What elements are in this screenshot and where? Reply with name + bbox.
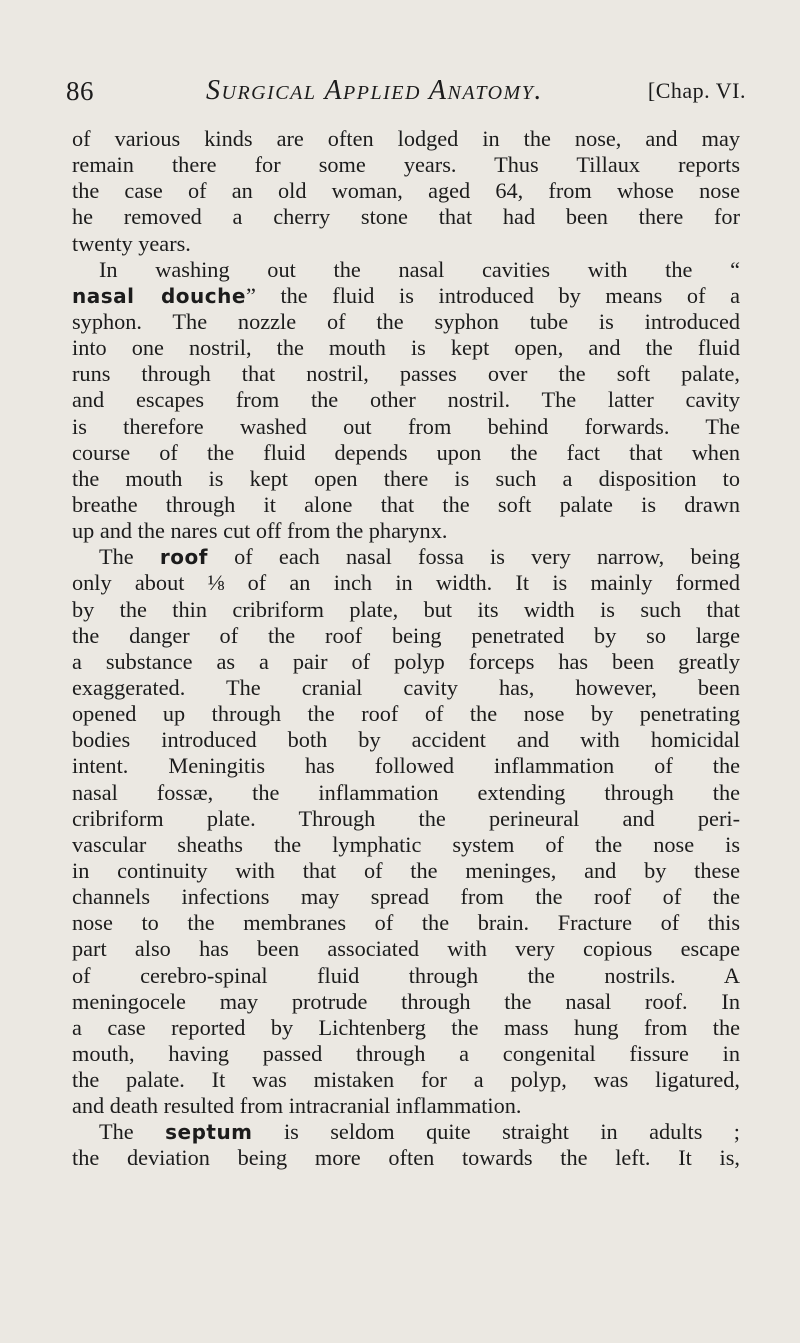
text-segment: of each nasal fossa is very narrow, being [207, 544, 740, 570]
text-line: cribriform plate. Through the perineural and peri- [72, 805, 740, 831]
body-text [72, 126, 740, 1172]
text-line: a substance as a pair of polyp forceps has been greatly [72, 648, 740, 674]
text-line: into one nostril, the mouth is kept open, and the fluid [72, 335, 740, 361]
text-line: breathe through it alone that the soft palate is drawn [72, 491, 740, 517]
text-line: only about ⅛ of an inch in width. It is mainly formed [72, 570, 740, 596]
text-line: meningocele may protrude through the nasal roof. In [72, 988, 740, 1014]
chapter-label: [Chap. VI. [647, 78, 746, 103]
text-segment: is seldom quite straight in adults ; [252, 1119, 740, 1145]
text-line: nasal fossæ, the inflammation extending through the [72, 779, 740, 805]
text-line: and death resulted from intracranial inflammation. [72, 1093, 522, 1119]
text-line: channels infections may spread from the roof of the [72, 884, 740, 910]
term-nasal-douche-text: nasal douche [72, 283, 246, 308]
text-line [72, 257, 740, 283]
text-line: bodies introduced both by accident and with homicidal [72, 727, 740, 753]
text-line: syphon. The nozzle of the syphon tube is introduced [72, 308, 740, 334]
page-header [66, 76, 746, 116]
text-line: the mouth is kept open there is such a disposition to [72, 465, 740, 491]
text-line: the danger of the roof being penetrated by so large [72, 622, 740, 648]
page-number: 86 [66, 76, 94, 106]
text-line: remain there for some years. Thus Tillaux reports [72, 152, 740, 178]
running-title: Surgical Applied Anatomy. [206, 75, 543, 106]
text-segment: ” the fluid is introduced by means of a [245, 282, 741, 308]
text-line [72, 1119, 740, 1145]
text-line: the palate. It was mistaken for a polyp, was ligatured, [72, 1067, 740, 1093]
text-line [72, 544, 740, 570]
text-line: of cerebro-spinal fluid through the nostrils. A [72, 962, 740, 988]
text-line [72, 283, 740, 309]
term-septum: septum [165, 1120, 253, 1145]
text-line: exaggerated. The cranial cavity has, however, been [72, 674, 740, 700]
text-line: vascular sheaths the lymphatic system of the nose is [72, 831, 740, 857]
text-segment: The [99, 1119, 166, 1145]
text-line: and escapes from the other nostril. The latter cavity [72, 387, 740, 413]
text-segment: In washing out the nasal cavities with the “ [99, 256, 740, 282]
text-line: runs through that nostril, passes over the soft palate, [72, 361, 740, 387]
text-line: in continuity with that of the meninges, and by these [72, 857, 740, 883]
text-line: up and the nares cut off from the pharynx. [72, 518, 448, 544]
text-line: a case reported by Lichtenberg the mass hung from the [72, 1014, 740, 1040]
text-line: twenty years. [72, 230, 191, 256]
term-roof: roof [159, 545, 208, 570]
text-line: mouth, having passed through a congenital fissure in [72, 1040, 740, 1066]
text-line: opened up through the roof of the nose by penetrating [72, 701, 740, 727]
text-line: the case of an old woman, aged 64, from whose nose [72, 178, 740, 204]
text-line: course of the fluid depends upon the fact that when [72, 439, 740, 465]
text-line: the deviation being more often towards the left. It is, [72, 1145, 740, 1171]
text-line: is therefore washed out from behind forwards. The [72, 413, 740, 439]
text-line: part also has been associated with very copious escape [72, 936, 740, 962]
text-segment: The [99, 544, 160, 570]
text-line: of various kinds are often lodged in the nose, and may [72, 126, 740, 151]
text-line: nose to the membranes of the brain. Fracture of this [72, 910, 740, 936]
text-line: by the thin cribriform plate, but its width is such that [72, 596, 740, 622]
text-line: he removed a cherry stone that had been there for [72, 204, 740, 230]
text-line: intent. Meningitis has followed inflammation of the [72, 753, 740, 779]
